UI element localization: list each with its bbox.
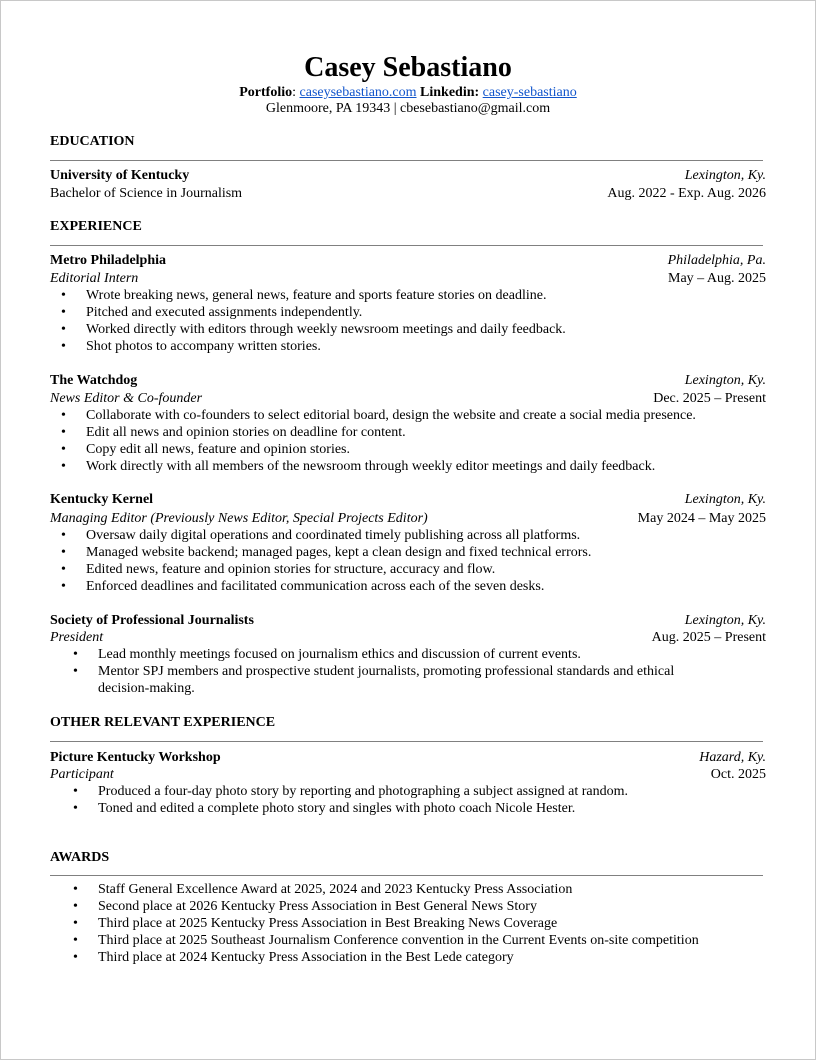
entry-header <box>50 749 766 766</box>
list-item: • Third place at 2025 Kentucky Press Association in Best Breaking News Coverage <box>50 915 766 932</box>
linkedin-link[interactable]: casey-sebastiano <box>482 85 577 100</box>
job-bullets <box>50 646 766 697</box>
list-item: • Toned and edited a complete photo story and singles with photo coach Nicole Hester. <box>50 800 766 817</box>
list-item: • Collaborate with co-founders to select editorial board, design the website and create a social media presence. <box>50 407 766 424</box>
job-org: The Watchdog <box>50 373 138 388</box>
job-dates: Aug. 2025 – Present <box>651 630 766 645</box>
job-org: Kentucky Kernel <box>50 492 154 507</box>
entry-subheader <box>50 510 766 527</box>
school-name: University of Kentucky <box>50 168 190 183</box>
entry-header <box>50 252 766 269</box>
list-item: • Wrote breaking news, general news, feature and sports feature stories on deadline. <box>50 287 766 304</box>
section-divider <box>50 741 763 742</box>
job-location: Philadelphia, Pa. <box>667 253 766 268</box>
job-dates: Dec. 2025 – Present <box>653 391 766 406</box>
list-item: • Copy edit all news, feature and opinion stories. <box>50 441 766 458</box>
list-item: • Edit all news and opinion stories on deadline for content. <box>50 424 766 441</box>
list-item: • Shot photos to accompany written stories. <box>50 338 766 355</box>
degree: Bachelor of Science in Journalism <box>50 186 243 201</box>
section-divider <box>50 160 763 161</box>
job-bullets <box>50 527 766 595</box>
resume-name: Casey Sebastiano <box>304 52 512 83</box>
other-experience-heading: OTHER RELEVANT EXPERIENCE <box>50 715 276 730</box>
list-item: • Worked directly with editors through weekly newsroom meetings and daily feedback. <box>50 321 766 338</box>
job-dates: May 2024 – May 2025 <box>637 511 766 526</box>
list-item: • Staff General Excellence Award at 2025, 2024 and 2023 Kentucky Press Association <box>50 881 766 898</box>
linkedin-label: Linkedin: <box>420 85 480 100</box>
job-dates: Oct. 2025 <box>710 767 766 782</box>
section-divider <box>50 245 763 246</box>
education-section <box>50 133 766 202</box>
job-entry <box>50 612 766 697</box>
entry-header <box>50 372 766 389</box>
job-entry <box>50 372 766 475</box>
entry-subheader <box>50 766 766 783</box>
entry-subheader <box>50 185 766 202</box>
job-org: Metro Philadelphia <box>50 253 167 268</box>
job-role: President <box>50 630 104 645</box>
list-item: • Mentor SPJ members and prospective student journalists, promoting professional standards and ethical decision-making. <box>50 663 706 697</box>
awards-list <box>50 881 766 966</box>
list-item: • Pitched and executed assignments independently. <box>50 304 766 321</box>
school-location: Lexington, Ky. <box>684 168 766 183</box>
entry-subheader <box>50 270 766 287</box>
awards-heading: AWARDS <box>50 850 110 865</box>
list-item: • Edited news, feature and opinion stories for structure, accuracy and flow. <box>50 561 766 578</box>
education-heading: EDUCATION <box>50 134 135 149</box>
list-item: • Work directly with all members of the newsroom through weekly editor meetings and daily feedback. <box>50 458 766 475</box>
address-email-line: Glenmoore, PA 19343 | cbesebastiano@gmail.com <box>265 101 551 116</box>
contact-links-line: Portfolio: caseysebastiano.com Linkedin: casey-sebastiano <box>239 85 577 100</box>
education-dates: Aug. 2022 - Exp. Aug. 2026 <box>607 186 766 201</box>
job-role: Participant <box>50 767 114 782</box>
list-item: • Second place at 2026 Kentucky Press Association in Best General News Story <box>50 898 766 915</box>
job-bullets <box>50 407 766 475</box>
job-role: Editorial Intern <box>50 271 139 286</box>
portfolio-link[interactable]: caseysebastiano.com <box>299 85 417 100</box>
job-entry <box>50 252 766 355</box>
job-location: Hazard, Ky. <box>699 750 766 765</box>
job-role: News Editor & Co-founder <box>50 391 203 406</box>
entry-header <box>50 612 766 629</box>
job-entry <box>50 491 766 595</box>
job-location: Lexington, Ky. <box>684 492 766 507</box>
job-org: Society of Professional Journalists <box>50 613 254 628</box>
entry-subheader <box>50 629 766 646</box>
awards-section <box>50 849 766 966</box>
list-item: • Third place at 2025 Southeast Journalism Conference convention in the Current Events on-site competition <box>50 932 766 949</box>
job-location: Lexington, Ky. <box>684 613 766 628</box>
job-location: Lexington, Ky. <box>684 373 766 388</box>
job-role: Managing Editor (Previously News Editor, Special Projects Editor) <box>50 511 428 526</box>
entry-subheader <box>50 390 766 407</box>
job-dates: May – Aug. 2025 <box>668 271 766 286</box>
job-bullets <box>50 783 766 817</box>
job-bullets <box>50 287 766 355</box>
list-item: • Managed website backend; managed pages, kept a clean design and fixed technical errors. <box>50 544 766 561</box>
portfolio-label: Portfolio <box>239 85 293 100</box>
entry-header <box>50 167 766 184</box>
job-org: Picture Kentucky Workshop <box>50 750 221 765</box>
other-experience-section <box>50 714 766 817</box>
experience-heading: EXPERIENCE <box>50 219 142 234</box>
experience-section <box>50 218 766 246</box>
list-item: • Lead monthly meetings focused on journalism ethics and discussion of current events. <box>50 646 706 663</box>
section-divider <box>50 875 763 876</box>
list-item: • Oversaw daily digital operations and coordinated timely publishing across all platforms. <box>50 527 766 544</box>
entry-header <box>50 491 766 508</box>
list-item: • Enforced deadlines and facilitated communication across each of the seven desks. <box>50 578 766 595</box>
list-item: • Produced a four-day photo story by reporting and photographing a subject assigned at random. <box>50 783 766 800</box>
list-item: • Third place at 2024 Kentucky Press Association in the Best Lede category <box>50 949 766 966</box>
